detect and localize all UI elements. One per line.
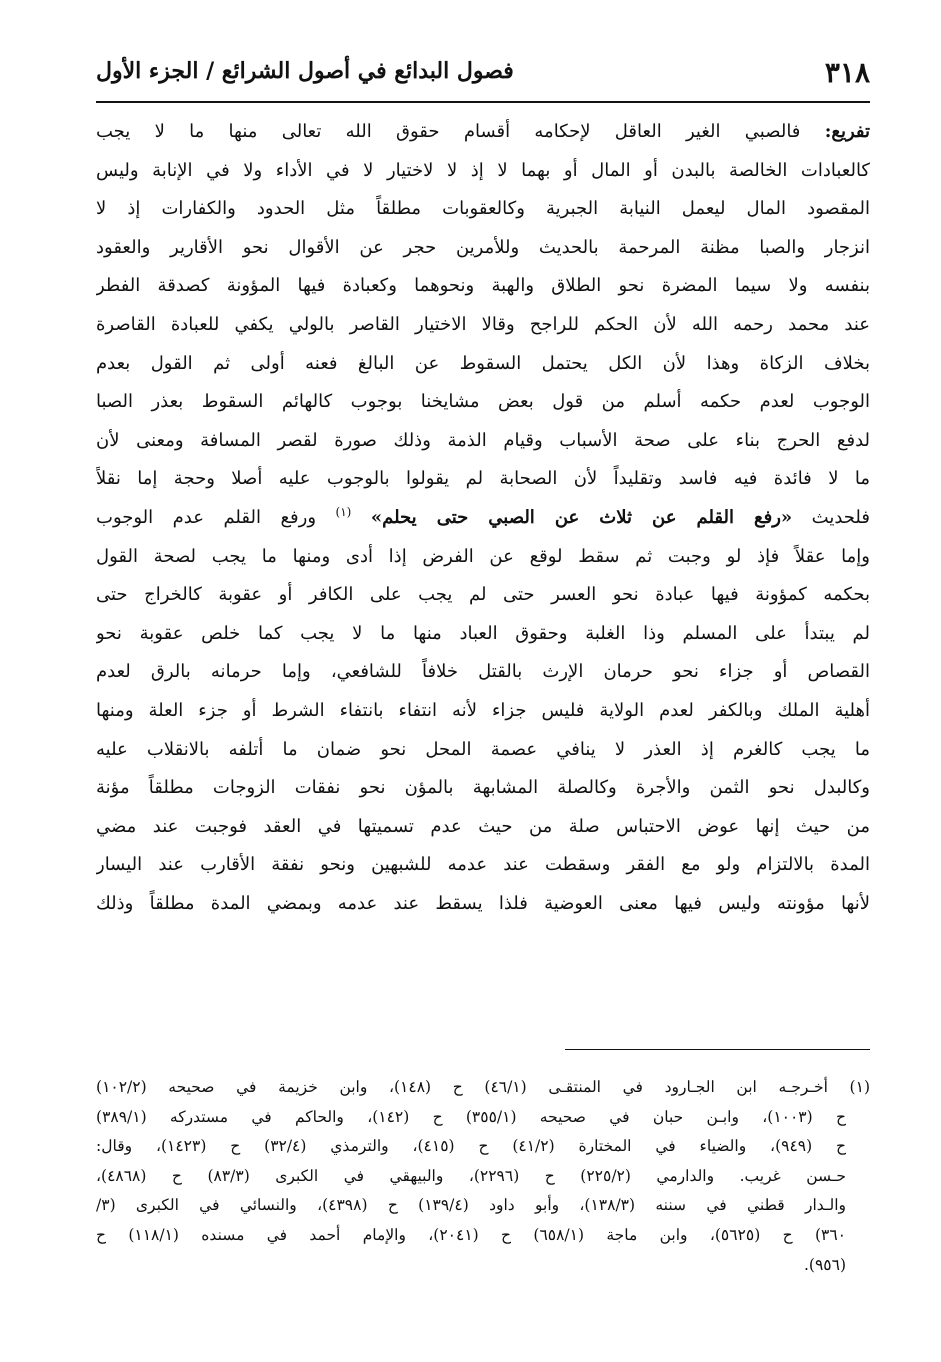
text-line: المقصود المال ليعمل النيابة الجبرية وكالعقوبات مطلقاً مثل الحدود والكفارات إذ لا <box>96 198 870 220</box>
text-run: فالصبي الغير العاقل لإحكامه أقسام حقوق الله تعالى منها ما لا يجب <box>96 121 825 142</box>
footnotes <box>96 1073 870 1280</box>
text-line: لدفع الحرج بناء على صحة الأسباب وقيام الذمة وذلك صورة لقصر المسافة ومعنى لأن <box>96 429 870 451</box>
text-line: بخلاف الزكاة وهذا لأن الكل يحتمل السقوط عن البالغ فعنه أولى ثم القول بعدم <box>96 352 870 374</box>
hadith-quote: «رفع القلم عن ثلاث عن الصبي حتى يحلم» <box>370 506 793 528</box>
text-line: وإما عقلاً فإذ لو وجبت ثم سقط لوقع عن الفرض إذا أدى ومنها ما يجب لصحة القول <box>96 545 870 567</box>
footnote-line: ح (٩٤٩)، والضياء في المختارة (٤١/٢) ح (٤١٥)، والترمذي (٣٢/٤) ح (١٤٢٣)، وقال: <box>96 1137 847 1156</box>
running-header <box>96 52 870 102</box>
page-number: ٣١٨ <box>824 56 870 89</box>
text-run: ورفع القلم عدم الوجوب <box>96 506 336 528</box>
main-text <box>96 113 870 923</box>
footnote-ref[interactable]: (١) <box>335 504 352 519</box>
footnote-line: ح (١٠٠٣)، وابـن حبان في صحيحه (٣٥٥/١) ح (١٤٢)، والحاكم في مستدركه (٣٨٩/١) <box>96 1107 846 1126</box>
text-line: بحكمه كمؤونة فيها عبادة نحو العسر حتى لم يجب على الكافر أو عقوبة كالخراج حتى <box>96 584 870 606</box>
book-title: فصول البدائع في أصول الشرائع / الجزء الأول <box>96 58 514 84</box>
text-line: أهلية الملك وبالكفر لعدم الولاية فليس جزاء لأنه انتفاء بانتفاء الشرط أو جزء العلة ومنها <box>96 699 870 721</box>
footnote-separator <box>565 1049 870 1050</box>
header-rule <box>96 101 870 103</box>
footnote-line: (١) أخـرجـه ابن الجـارود في المنتقـى (٤٦/١) ح (١٤٨)، وابن خزيمة في صحيحه (١٠٢/٢) <box>96 1078 870 1096</box>
footnote-line: حـسن غريب. والدارمي (٢٢٥/٢) ح (٢٢٩٦)، والبيهقي في الكبرى (٨٣/٣) ح (٤٨٦٨)، <box>96 1166 846 1185</box>
text-line: من حيث إنها عوض الاحتباس صلة من حيث عدم تسميتها في العقد فوجبت عند مضي <box>96 815 870 837</box>
footnote-line: ٣٦٠) ح (٥٦٢٥)، وابن ماجة (٦٥٨/١) ح (٢٠٤١)، والإمام أحمد في مسنده (١١٨/١) ح <box>96 1225 846 1244</box>
text-line: انزجار والصبا مظنة المرحمة بالحديث وللأمرين حجر عن الأقوال نحو الأقارير والعقود <box>96 236 870 258</box>
text-line: الوجوب لعدم حكمه أسلم من قول بعض مشايخنا بوجوب كالهائم السقوط بعذر الصبا <box>96 391 870 413</box>
text-line: ما يجب كالغرم إذ العذر لا ينافي عصمة المحل نحو ضمان ما أتلفه بالانقلاب عليه <box>96 738 870 760</box>
footnote-line: (٩٥٦). <box>803 1255 846 1274</box>
section-lead: تفريع: <box>824 121 870 142</box>
text-run: فلحديث <box>792 506 870 528</box>
text-line: كالعبادات الخالصة بالبدن أو المال أو بهما لا إذ لا لاختيار لا في الأداء ولا في الإنابة وليس <box>96 159 870 181</box>
text-line: وكالبدل نحو الثمن والأجرة وكالصلة المشابهة بالمؤن نحو نفقات الزوجات مطلقاً مؤنة <box>96 777 870 799</box>
text-line <box>96 113 870 152</box>
text-line: القصاص أو جزاء نحو حرمان الإرث بالقتل خلافاً للشافعي، وإما حرمانه بالرق لعدم <box>96 661 870 683</box>
text-line: ما لا فائدة فيه فاسد وتقليداً لأن الصحابة لم يقولوا بالوجوب عليه أصلا وحجة إما نقلاً <box>96 468 870 490</box>
text-line: عند محمد رحمه الله لأن الحكم للراجح وقالا الاختيار القاصر بالولي يكفي للعبادة القاصرة <box>96 313 870 335</box>
footnote-line: والـدار قطني في سننه (١٣٨/٣)، وأبو داود (١٣٩/٤) ح (٤٣٩٨)، والنسائي في الكبرى (٣/ <box>96 1196 846 1215</box>
text-line <box>96 499 870 538</box>
text-line: لأنها مؤونته وليس فيها معنى العوضية فلذا يسقط عند عدمه وبمضي المدة مطلقاً وذلك <box>96 892 870 914</box>
text-line: بنفسه ولا سيما المضرة نحو الطلاق والهبة ونحوهما وكعبادة فيها المؤونة كصدقة الفطر <box>96 275 870 297</box>
text-line: لم يبتدأ على المسلم وذا الغلبة وحقوق العباد منها ما لا يجب كما خلص عقوبة نحو <box>96 622 870 644</box>
text-line: المدة بالالتزام ولو مع الفقر وسقطت عند عدمه للشبهين ونحو نفقة الأقارب عند اليسار <box>96 854 870 876</box>
